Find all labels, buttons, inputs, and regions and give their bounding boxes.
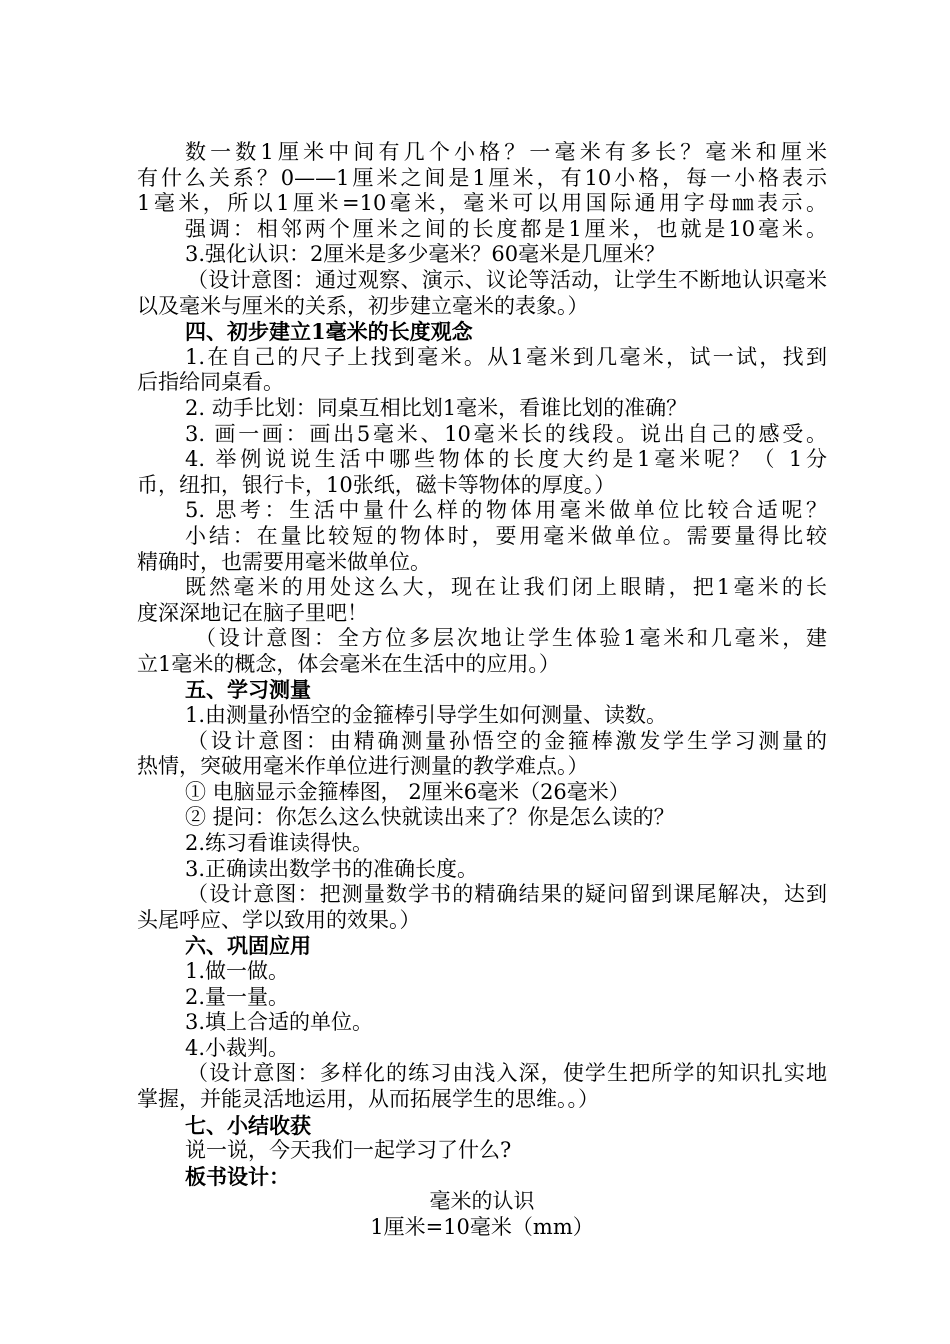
section-heading: 五、学习测量 (185, 677, 311, 703)
text-line: 3.强化认识：2厘米是多少毫米？60毫米是几厘米？ (185, 242, 666, 267)
text-line: 说一说，今天我们一起学习了什么? (185, 1138, 512, 1163)
text-line: 2. 动手比划：同桌互相比划1毫米，看谁比划的准确？ (185, 395, 688, 420)
text-line: （设计意图：通过观察、演示、议论等活动，让学生不断地认识毫米 (187, 267, 827, 292)
text-line: 后指给同桌看。 (137, 370, 284, 395)
text-line: 1.在自己的尺子上找到毫米。从1毫米到几毫米，试一试，找到 (185, 344, 827, 369)
text-line: 1厘米=10毫米（mm） (370, 1214, 594, 1239)
text-line: ② 提问：你怎么这么快就读出来了？你是怎么读的？ (185, 805, 675, 830)
text-line: 既然毫米的用处这么大，现在让我们闭上眼睛，把1毫米的长 (185, 575, 827, 600)
text-line: 头尾呼应、学以致用的效果。） (137, 907, 421, 932)
section-heading: 七、小结收获 (185, 1112, 311, 1138)
text-line: 3. 画一画：画出5毫米、10毫米长的线段。说出自己的感受。 (185, 421, 827, 446)
section-heading: 六、巩固应用 (185, 933, 311, 959)
text-line: 掌握，并能灵活地运用，从而拓展学生的思维。。） (137, 1086, 599, 1111)
text-line: 有什么关系？0——1厘米之间是1厘米，有10小格，每一小格表示 (137, 165, 827, 190)
text-line: 以及毫米与厘米的关系，初步建立毫米的表象。） (137, 293, 589, 318)
text-line: 3.正确读出数学书的准确长度。 (185, 856, 479, 881)
text-line: 2.量一量。 (185, 984, 290, 1009)
text-line: 小结：在量比较短的物体时，要用毫米做单位。需要量得比较 (185, 523, 827, 548)
text-line: 毫米的认识 (429, 1189, 535, 1214)
text-line: 4.小裁判。 (185, 1035, 290, 1060)
text-line: （设计意图：由精确测量孙悟空的金箍棒激发学生学习测量的 (187, 728, 827, 753)
text-line: 立1毫米的概念，体会毫米在生活中的应用。） (137, 651, 560, 676)
text-line: 热情，突破用毫米作单位进行测量的教学难点。） (137, 754, 589, 779)
document-body (137, 140, 827, 1241)
text-line: 3.填上合适的单位。 (185, 1010, 374, 1035)
text-line: 4. 举例说说生活中哪些物体的长度大约是1毫米呢？（ 1分 (185, 447, 827, 472)
text-line: 1毫米，所以1厘米=10毫米，毫米可以用国际通用字母㎜表示。 (137, 191, 827, 216)
text-line: 度深深地记在脑子里吧！ (137, 600, 368, 625)
text-line: 数一数1厘米中间有几个小格？一毫米有多长？毫米和厘米 (185, 140, 827, 164)
text-line: （设计意图：把测量数学书的精确结果的疑问留到课尾解决，达到 (187, 882, 827, 907)
text-line: 1.做一做。 (185, 959, 290, 983)
text-line: 2.练习看谁读得快。 (185, 831, 374, 856)
text-line: ① 电脑显示金箍棒图， 2厘米6毫米（26毫米） (185, 779, 630, 804)
text-line: 1.由测量孙悟空的金箍棒引导学生如何测量、读数。 (185, 703, 668, 728)
text-line: 5. 思考：生活中量什么样的物体用毫米做单位比较合适呢？ (185, 498, 827, 523)
text-line: （设计意图：全方位多层次地让学生体验1毫米和几毫米，建 (195, 626, 827, 651)
text-line: 强调：相邻两个厘米之间的长度都是1厘米，也就是10毫米。 (185, 216, 827, 241)
text-line: （设计意图：多样化的练习由浅入深，使学生把所学的知识扎实地 (187, 1061, 827, 1086)
text-line: 币，纽扣，银行卡，10张纸，磁卡等物体的厚度。） (137, 472, 616, 497)
section-heading: 四、初步建立1毫米的长度观念 (185, 319, 473, 345)
section-heading: 板书设计： (185, 1163, 290, 1189)
text-line: 精确时，也需要用毫米做单位。 (137, 549, 431, 574)
